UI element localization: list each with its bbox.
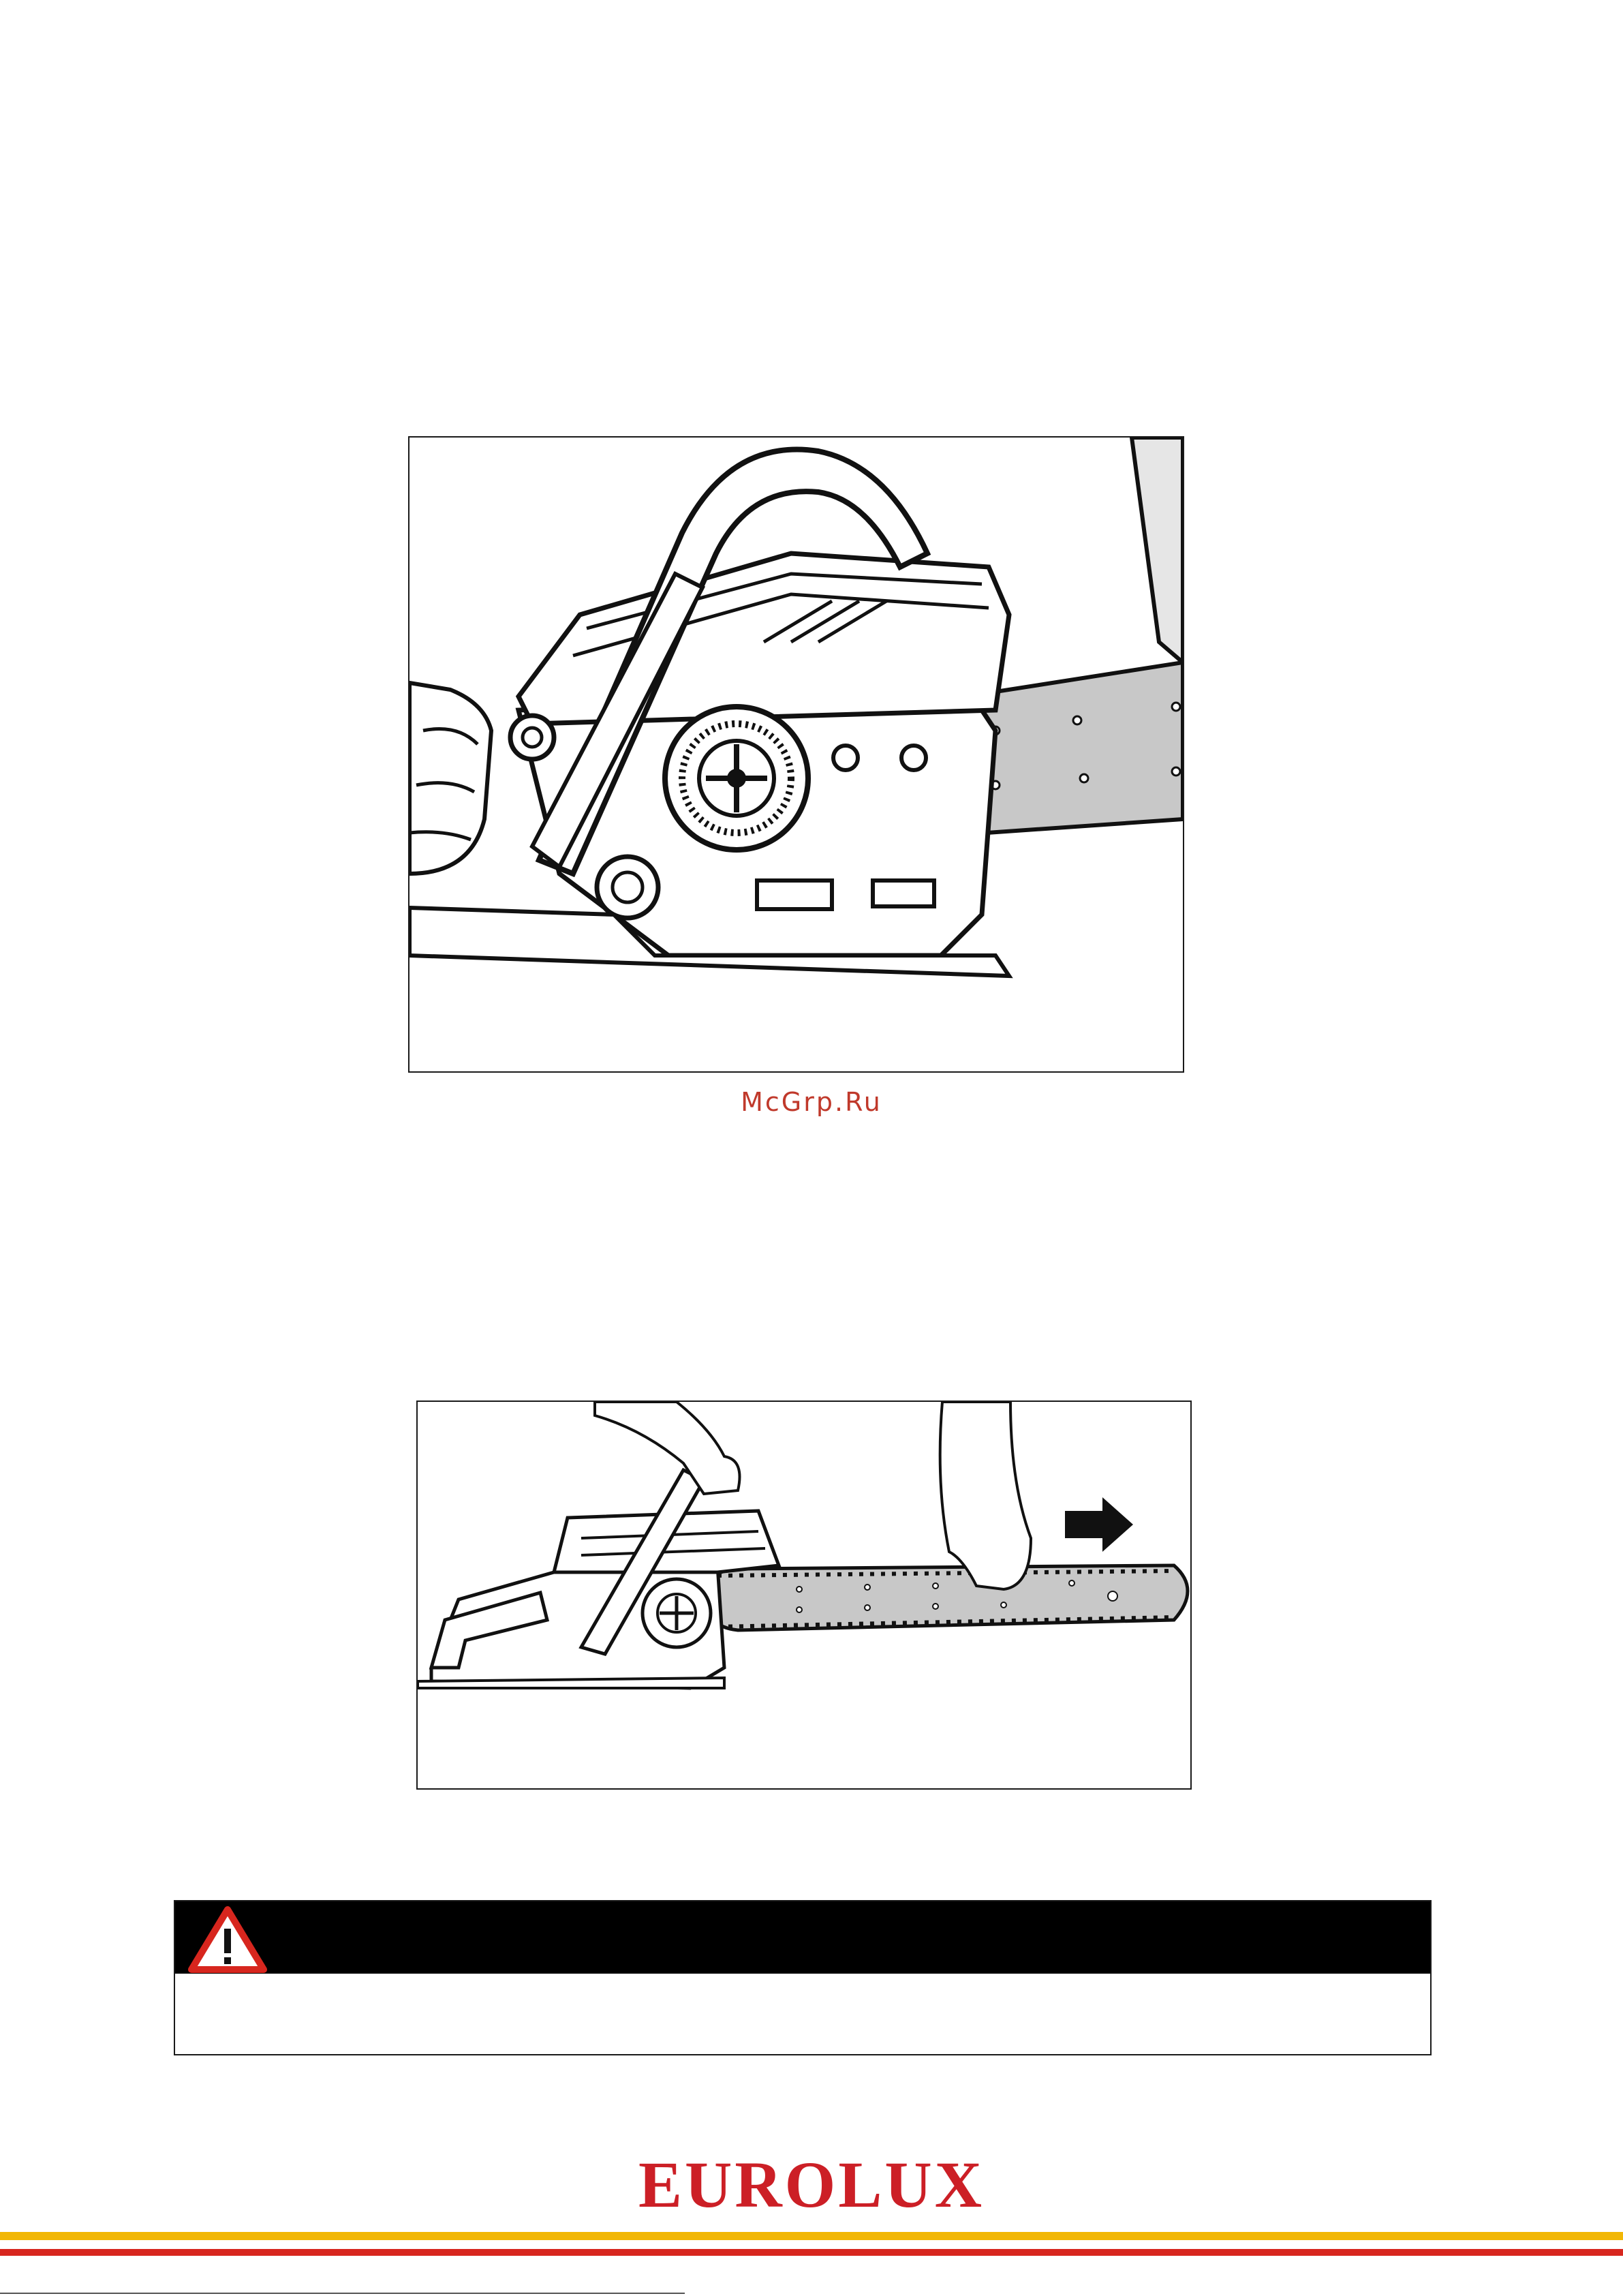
warning-body xyxy=(175,1974,1430,2042)
figure-chainsaw-tension xyxy=(416,1400,1192,1790)
watermark-text: McGrp.Ru xyxy=(741,1087,882,1117)
warning-header xyxy=(175,1901,1430,1974)
footer-stripe-yellow xyxy=(0,2232,1623,2240)
footer-stripe-red xyxy=(0,2249,1623,2256)
footer-rule xyxy=(0,2293,685,2294)
warning-box xyxy=(174,1900,1432,2055)
figure-chainsaw-sprocket xyxy=(408,436,1184,1073)
warning-triangle-icon xyxy=(187,1905,268,1974)
brand-logo: EUROLUX xyxy=(638,2148,985,2221)
chain-tension-illustration xyxy=(418,1402,1190,1788)
chainsaw-sprocket-illustration xyxy=(409,438,1183,1071)
